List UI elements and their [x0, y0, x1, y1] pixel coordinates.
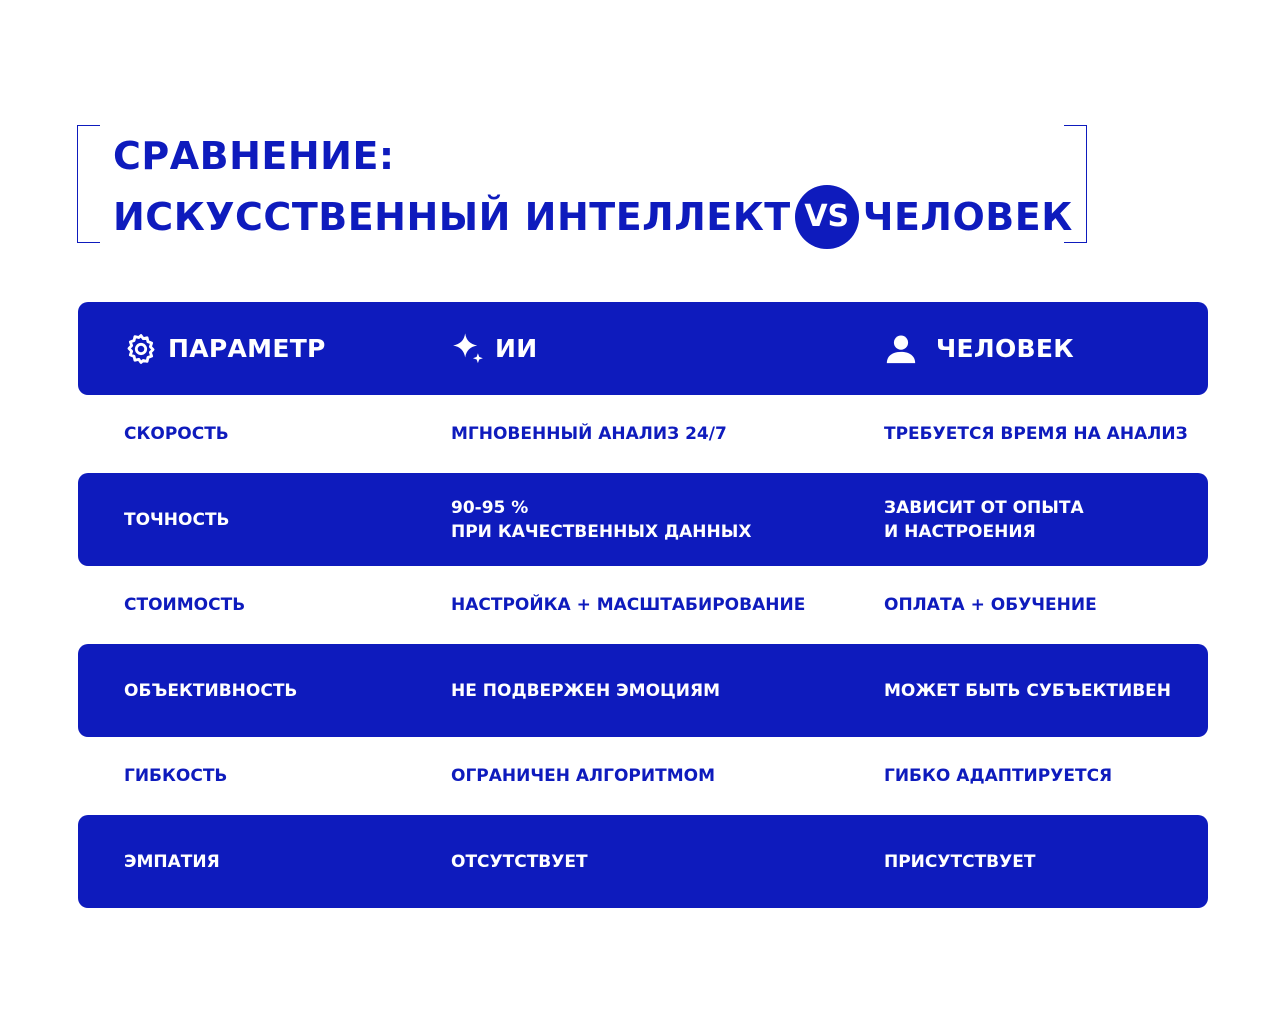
param-cell: СКОРОСТЬ	[124, 424, 229, 444]
title-human-label: ЧЕЛОВЕК	[862, 195, 1073, 239]
left-bracket-decoration	[77, 125, 100, 243]
ai-cell	[451, 815, 588, 908]
ai-cell	[451, 644, 720, 737]
table-row	[78, 815, 1208, 908]
title-line-2	[113, 185, 1073, 249]
human-cell	[884, 644, 1171, 737]
param-cell: ТОЧНОСТЬ	[124, 509, 230, 530]
param-cell: ГИБКОСТЬ	[124, 766, 228, 786]
header-param-label: ПАРАМЕТР	[168, 333, 326, 363]
human-cell	[884, 737, 1112, 815]
header-ai	[451, 302, 537, 395]
comparison-table	[78, 302, 1208, 908]
table-header	[78, 302, 1208, 395]
title-line-1: СРАВНЕНИЕ:	[113, 134, 395, 178]
param-cell: ЭМПАТИЯ	[124, 851, 220, 872]
human-cell	[884, 395, 1188, 473]
person-icon	[884, 332, 918, 366]
human-cell	[884, 473, 1084, 566]
table-row	[78, 644, 1208, 737]
table-row	[78, 737, 1208, 815]
human-cell	[884, 815, 1035, 908]
human-cell-line: ОПЛАТА + ОБУЧЕНИЕ	[884, 595, 1097, 615]
human-cell-line: ЗАВИСИТ ОТ ОПЫТА	[884, 497, 1084, 518]
sparkle-icon	[451, 332, 485, 366]
human-cell-line: ГИБКО АДАПТИРУЕТСЯ	[884, 766, 1113, 786]
gear-icon	[124, 332, 158, 366]
param-cell: ОБЪЕКТИВНОСТЬ	[124, 680, 298, 701]
header-human	[884, 302, 1074, 395]
human-cell-line: МОЖЕТ БЫТЬ СУБЪЕКТИВЕН	[884, 680, 1171, 701]
table-body	[78, 395, 1208, 908]
param-cell: СТОИМОСТЬ	[124, 595, 246, 615]
table-row	[78, 473, 1208, 566]
human-cell-line: ПРИСУТСТВУЕТ	[884, 851, 1036, 872]
title-frame	[77, 125, 1087, 243]
header-param	[124, 302, 326, 395]
ai-cell	[451, 395, 727, 473]
ai-cell-line: МГНОВЕННЫЙ АНАЛИЗ 24/7	[451, 424, 727, 444]
ai-cell	[451, 473, 751, 566]
human-cell	[884, 566, 1097, 644]
vs-badge: VS	[795, 185, 859, 249]
ai-cell-line: ПРИ КАЧЕСТВЕННЫХ ДАННЫХ	[451, 521, 752, 542]
ai-cell	[451, 566, 805, 644]
human-cell-line: И НАСТРОЕНИЯ	[884, 521, 1036, 542]
ai-cell-line: 90-95 %	[451, 497, 529, 518]
ai-cell-line: НЕ ПОДВЕРЖЕН ЭМОЦИЯМ	[451, 680, 721, 701]
header-ai-label: ИИ	[495, 333, 538, 363]
ai-cell	[451, 737, 715, 815]
title-ai-label: ИСКУССТВЕННЫЙ ИНТЕЛЛЕКТ	[113, 195, 791, 239]
ai-cell-line: ОТСУТСТВУЕТ	[451, 851, 588, 872]
header-human-label: ЧЕЛОВЕК	[936, 333, 1074, 363]
human-cell-line: ТРЕБУЕТСЯ ВРЕМЯ НА АНАЛИЗ	[884, 424, 1188, 444]
ai-cell-line: НАСТРОЙКА + МАСШТАБИРОВАНИЕ	[451, 595, 806, 615]
table-row	[78, 566, 1208, 644]
table-row	[78, 395, 1208, 473]
ai-cell-line: ОГРАНИЧЕН АЛГОРИТМОМ	[451, 766, 715, 786]
